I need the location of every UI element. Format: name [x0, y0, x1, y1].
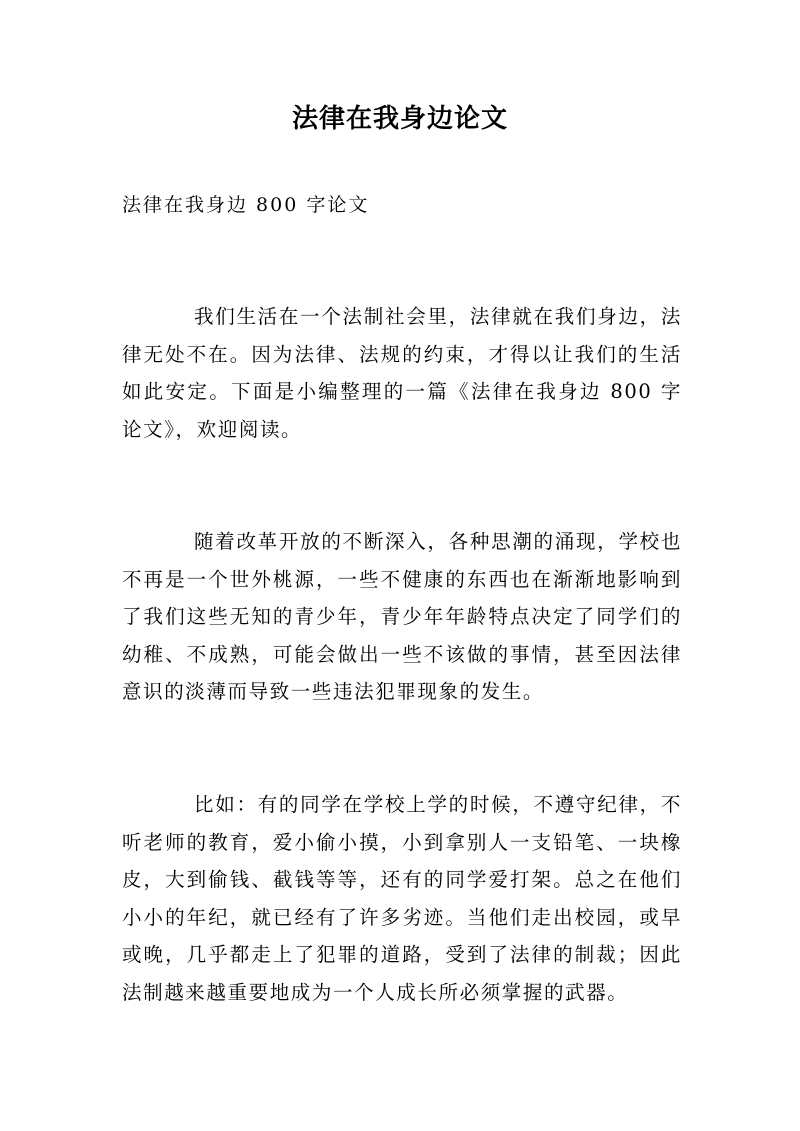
paragraph-reform: 随着改革开放的不断深入，各种思潮的涌现，学校也不再是一个世外桃源，一些不健康的东西也在渐渐地影响到了我们这些无知的青少年，青少年年龄特点决定了同学们的幼稚、不成熟，可能会做出一些不该做的事情，甚至因法律意识的淡薄而导致一些违法犯罪现象的发生。 [122, 530, 682, 703]
paragraph-intro: 我们生活在一个法制社会里，法律就在我们身边，法律无处不在。因为法律、法规的约束，才得以让我们的生活如此安定。下面是小编整理的一篇《法律在我身边 800 字论文》，欢迎阅读。 [122, 305, 682, 441]
document-title: 法律在我身边论文 [291, 104, 508, 134]
paragraph-example: 比如：有的同学在学校上学的时候，不遵守纪律，不听老师的教育，爱小偷小摸，小到拿别人一支铅笔、一块橡皮，大到偷钱、截钱等等，还有的同学爱打架。总之在他们小小的年纪，就已经有了许多劣迹。当他们走出校园，或早或晚，几乎都走上了犯罪的道路，受到了法律的制裁；因此法制越来越重要地成为一个人成长所必须掌握的武器。 [122, 793, 682, 1004]
document-subtitle: 法律在我身边 800 字论文 [122, 194, 370, 216]
